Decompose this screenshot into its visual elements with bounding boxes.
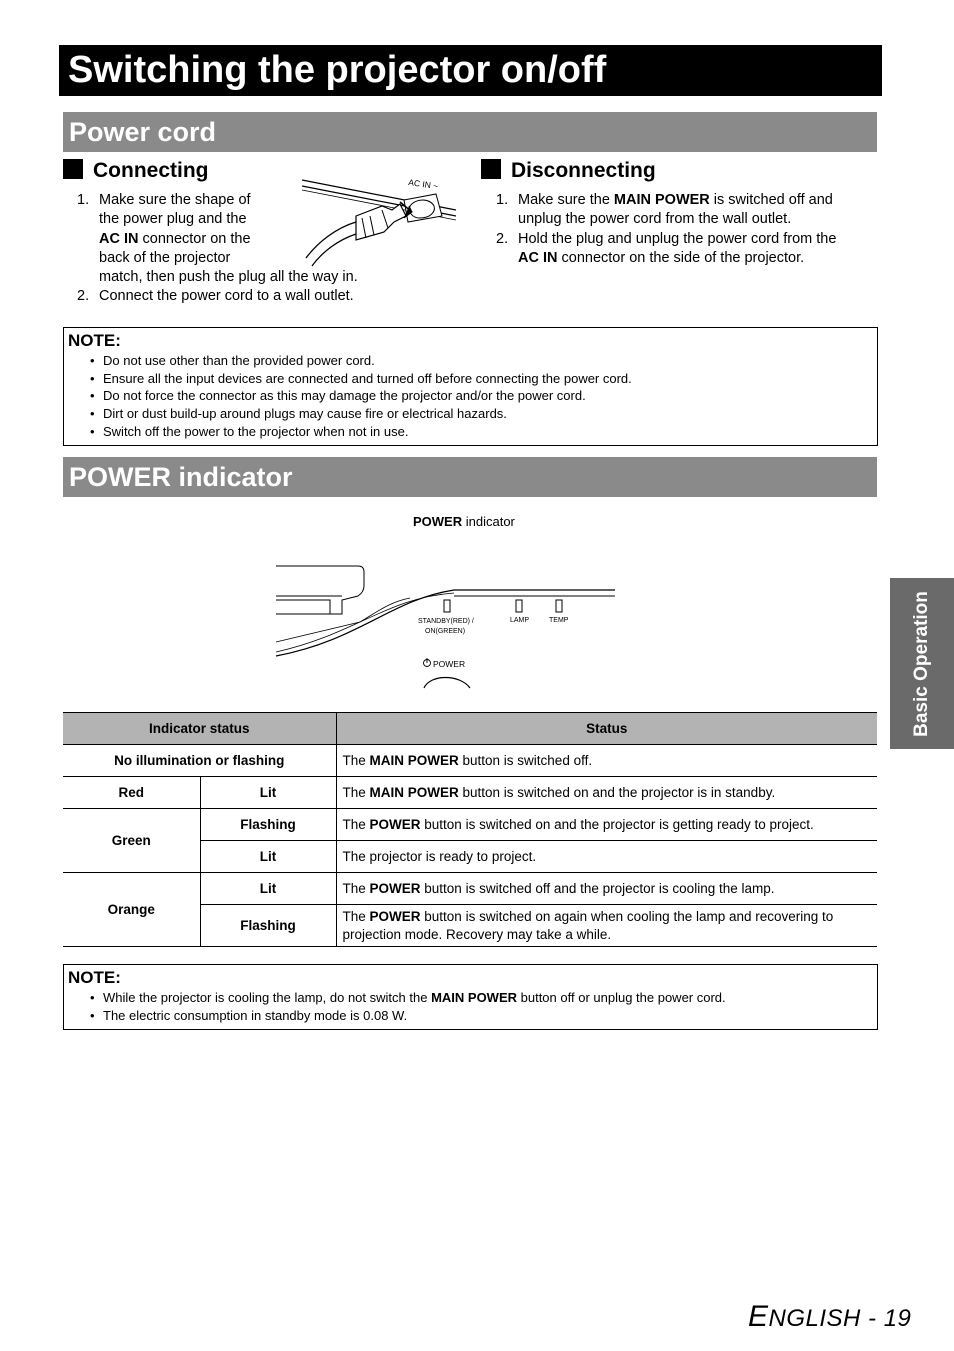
page-title: Switching the projector on/off <box>59 45 882 96</box>
black-square-icon <box>63 159 83 179</box>
table-row: Red Lit The MAIN POWER button is switched on and the projector is in standby. <box>63 777 877 809</box>
list-item: • Do not force the connector as this may damage the projector and/or the power cord. <box>68 387 877 405</box>
figure-caption: POWER indicator <box>413 514 515 529</box>
table-row: Lit The projector is ready to project. <box>63 841 877 873</box>
black-square-icon <box>481 159 501 179</box>
power-button <box>424 678 470 689</box>
list-item: • Ensure all the input devices are connected and turned off before connecting the power cord. <box>68 370 877 388</box>
lamp-label: LAMP <box>510 617 530 624</box>
lamp-led-icon <box>516 600 522 612</box>
standby-label: STANDBY(RED) / <box>418 618 474 625</box>
list-item: 1. Make sure the shape of the power plug and the AC IN connector on the back of the projector match, then push the plug all the way in. <box>77 192 358 286</box>
note-title: NOTE: <box>68 331 121 350</box>
note-title: NOTE: <box>68 968 121 987</box>
table-header-status: Status <box>336 713 877 745</box>
section-heading-power-indicator: POWER indicator <box>63 457 877 497</box>
disconnecting-heading: Disconnecting <box>481 159 656 183</box>
note-box-power-cord <box>63 327 878 446</box>
table-header-row <box>63 713 877 745</box>
temp-led-icon <box>556 600 562 612</box>
power-button-label: POWER <box>433 659 466 669</box>
table-row: Green Flashing The POWER button is switched on and the projector is getting ready to project. <box>63 809 877 841</box>
page-footer: ENGLISH - 19 <box>748 1300 912 1333</box>
disconnecting-steps <box>496 191 886 268</box>
list-item: 1. Make sure the MAIN POWER is switched off and unplug the power cord from the wall outlet. <box>496 192 833 228</box>
side-tab-basic-operation: Basic Operation <box>890 578 954 749</box>
list-item: • Dirt or dust build-up around plugs may cause fire or electrical hazards. <box>68 405 877 423</box>
table-row: No illumination or flashing The MAIN POWER button is switched off. <box>63 745 877 777</box>
ac-in-label: AC IN ~ <box>407 177 439 192</box>
table-row: Flashing The POWER button is switched on again when cooling the lamp and recovering to projection mode. Recovery may take a while. <box>63 905 877 947</box>
section-heading-power-cord: Power cord <box>63 112 877 152</box>
table-header-indicator: Indicator status <box>63 713 336 745</box>
standby-label-2: ON(GREEN) <box>425 628 466 635</box>
table-row: Orange Lit The POWER button is switched off and the projector is cooling the lamp. <box>63 873 877 905</box>
note-box-power-indicator <box>63 964 878 1030</box>
list-item: • Do not use other than the provided power cord. <box>68 352 877 370</box>
list-item: • Switch off the power to the projector when not in use. <box>68 423 877 441</box>
list-item: • While the projector is cooling the lamp, do not switch the MAIN POWER button off or unplug the power cord. <box>68 989 877 1007</box>
list-item: 2. Hold the plug and unplug the power cord from the AC IN connector on the side of the projector. <box>496 230 837 266</box>
list-item: 2. Connect the power cord to a wall outlet. <box>77 288 354 305</box>
temp-label: TEMP <box>549 617 569 624</box>
power-indicator-illustration <box>270 560 620 692</box>
list-item: • The electric consumption in standby mode is 0.08 W. <box>68 1007 877 1025</box>
indicator-status-table <box>63 712 877 947</box>
standby-led-icon <box>444 600 450 612</box>
connecting-heading: Connecting <box>63 159 209 183</box>
power-plug-illustration <box>296 172 461 272</box>
